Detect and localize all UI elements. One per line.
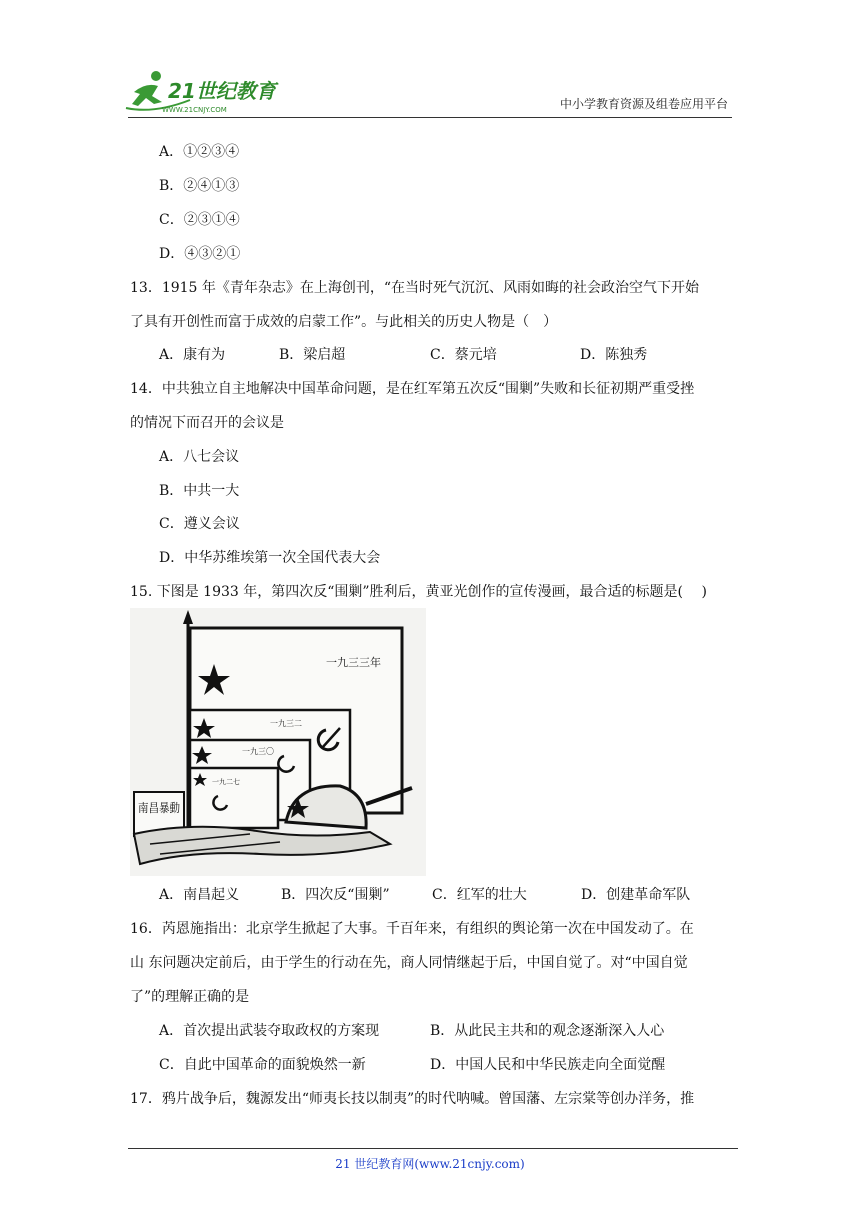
q12-option-b: B．②④①③ [159,178,240,194]
q12-option-a: A．①②③④ [159,144,240,160]
q16-option-b: B．从此民主共和的观念逐渐深入人心 [430,1023,665,1039]
q14-option-b: B．中共一大 [159,483,240,499]
footer-divider [128,1148,738,1149]
logo-url: WWW.21CNJY.COM [162,106,227,114]
logo-text: 21世纪教育 [168,79,276,103]
header-divider [128,117,732,118]
q16-option-d: D．中国人民和中华民族走向全面觉醒 [430,1057,666,1073]
footer-link[interactable]: 21 世纪教育网(www.21cnjy.com) [335,1157,525,1171]
q12-option-c: C．②③①④ [159,212,240,228]
q13-option-c: C．蔡元培 [430,347,497,363]
q15-option-b: B．四次反“围剿” [281,887,390,903]
q16-option-c: C．自此中国革命的面貌焕然一新 [159,1057,366,1073]
q15-option-d: D．创建革命军队 [581,887,691,903]
q16-stem-line2: 山 东问题决定前后，由于学生的行动在先，商人同情继起于后，中国自觉了。对“中国自觉 [130,955,688,971]
q13-stem-line2: 了具有开创性而富于成效的启蒙工作”。与此相关的历史人物是（ ） [130,314,558,330]
q16-option-a: A．首次提出武装夺取政权的方案现 [159,1023,380,1039]
propaganda-cartoon [130,608,426,876]
q14-stem-line2: 的情况下而召开的会议是 [130,415,284,431]
q13-option-d: D．陈独秀 [580,347,648,363]
flag-1933-label: 一九三三年 [326,656,381,669]
q15-option-a: A．南昌起义 [159,887,240,903]
q14-option-d: D．中华苏维埃第一次全国代表大会 [159,550,381,566]
q12-option-d: D．④③②① [159,246,241,262]
flag-1932-label: 一九三二 [270,719,302,728]
q13-stem-line1: 13．1915 年《青年杂志》在上海创刊，“在当时死气沉沉、风雨如晦的社会政治空气下开始 [130,280,700,296]
q16-stem-line3: 了”的理解正确的是 [130,989,250,1005]
q16-stem-line1: 16．芮恩施指出：北京学生掀起了大事。千百年来，有组织的舆论第一次在中国发动了。在 [130,921,694,937]
q14-option-c: C．遵义会议 [159,516,240,532]
sign-label: 南昌暴動 [138,801,187,815]
q17-stem-line1: 17．鸦片战争后，魏源发出“师夷长技以制夷”的时代呐喊。曾国藩、左宗棠等创办洋务，推 [130,1091,695,1107]
flag-1930-label: 一九三〇 [242,747,274,756]
q14-stem-line1: 14．中共独立自主地解决中国革命问题，是在红军第五次反“围剿”失败和长征初期严重受挫 [130,381,695,397]
logo [124,70,294,118]
q15-option-c: C．红军的壮大 [432,887,527,903]
runner-icon [124,70,294,118]
header-platform-text: 中小学教育资源及组卷应用平台 [559,97,728,111]
q13-option-b: B．梁启超 [279,347,346,363]
q14-option-a: A．八七会议 [159,449,240,465]
flag-1927-label: 一九二七 [212,778,240,786]
q15-stem: 15. 下图是 1933 年，第四次反“围剿”胜利后，黄亚光创作的宣传漫画，最合适的标题是( ) [130,584,707,600]
q13-option-a: A．康有为 [159,347,226,363]
